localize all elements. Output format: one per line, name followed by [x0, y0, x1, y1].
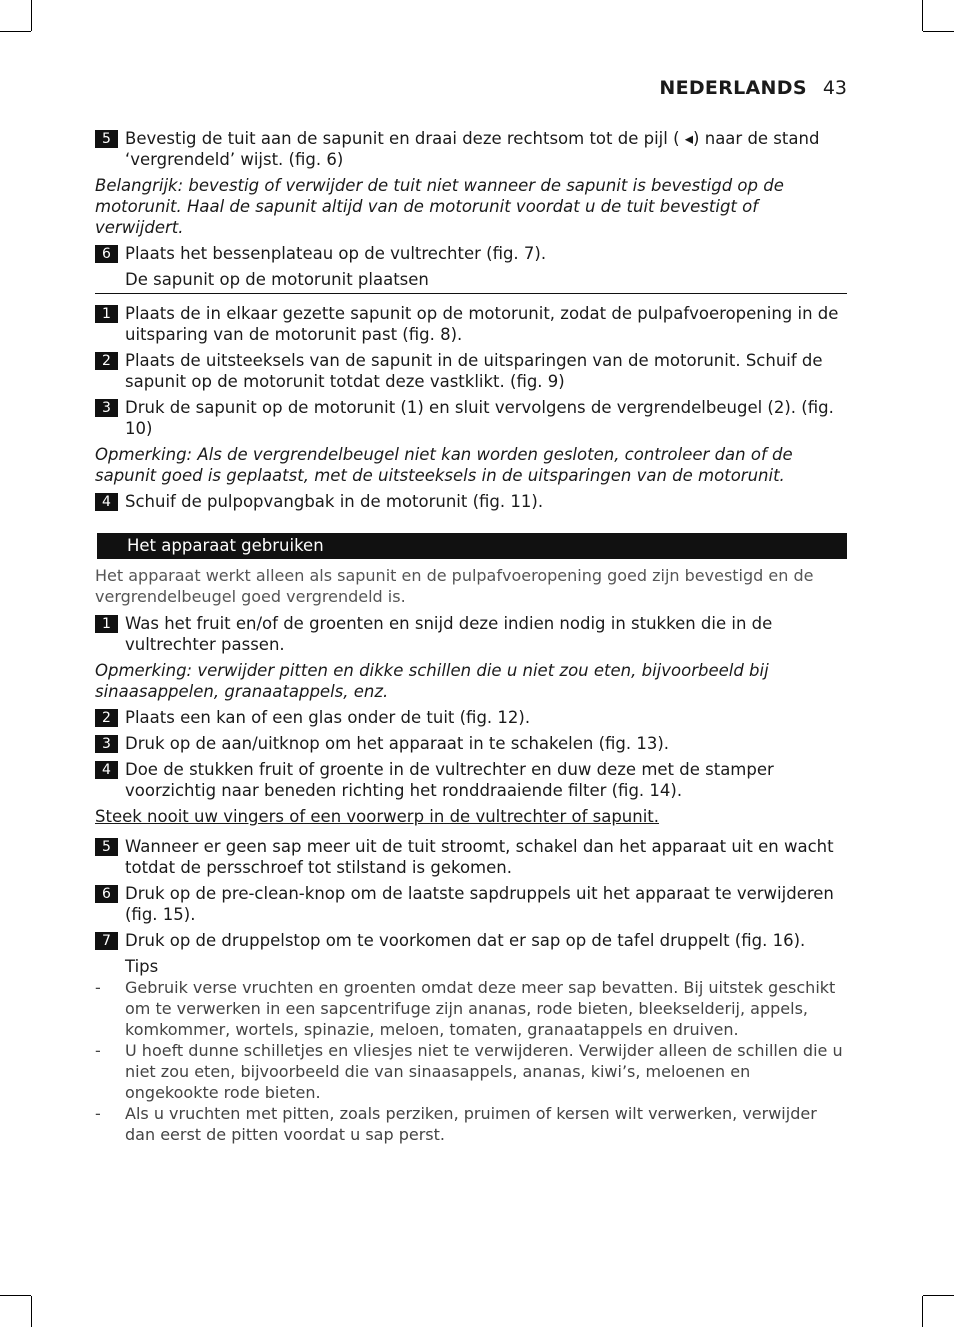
- crop-mark: [31, 0, 32, 31]
- step-item: [95, 707, 847, 728]
- steps-group-f: [95, 707, 847, 801]
- section-intro: Het apparaat werkt alleen als sapunit en de pulpafvoeropening goed zijn bevestigd en de vergrendelbeugel goed vergrendeld is.: [95, 566, 814, 606]
- tip-bullet: -: [95, 978, 101, 997]
- step-number-badge: 2: [95, 352, 118, 370]
- note-remark-2: Opmerking: verwijder pitten en dikke schillen die u niet zou eten, bijvoorbeeld bij sinaasappelen, granaatappels, enz.: [95, 661, 769, 701]
- step-item: [95, 128, 847, 170]
- tip-bullet: -: [95, 1104, 101, 1123]
- step-text: Plaats de in elkaar gezette sapunit op de motorunit, zodat de pulpafvoeropening in de uitsparing van de motorunit past (fig. 8).: [125, 304, 839, 344]
- step-text: Druk de sapunit op de motorunit (1) en sluit vervolgens de vergrendelbeugel (2). (fig. 10): [125, 398, 834, 438]
- step-number-badge: 6: [95, 245, 118, 263]
- step-text: Schuif de pulpopvangbak in de motorunit (fig. 11).: [125, 492, 544, 511]
- step-item: [95, 243, 847, 264]
- crop-mark: [922, 1296, 923, 1327]
- step-number-badge: 6: [95, 885, 118, 903]
- step-item: [95, 491, 847, 512]
- step-number-badge: 7: [95, 932, 118, 950]
- steps-group-a: [95, 128, 847, 170]
- step-text: Druk op de druppelstop om te voorkomen dat er sap op de tafel druppelt (fig. 16).: [125, 931, 806, 950]
- section-title: Het apparaat gebruiken: [97, 533, 847, 559]
- step-text: Wanneer er geen sap meer uit de tuit stroomt, schakel dan het apparaat uit en wacht totdat de persschroef tot stilstand is gekomen.: [125, 837, 834, 877]
- tip-text: Gebruik verse vruchten en groenten omdat deze meer sap bevatten. Bij uitstek geschikt om te verwerken in een sapcentrifuge zijn ananas, rode bieten, bleekselderij, appels, komkommer, wortels, spinazie, meloen, tomaten, granaatappels en druiven.: [125, 978, 836, 1039]
- step-text: Plaats de uitsteeksels van de sapunit in de uitsparingen van de motorunit. Schuif de sapunit op de motorunit totdat deze vastklikt. (fig. 9): [125, 351, 823, 391]
- step-text: Druk op de aan/uitknop om het apparaat in te schakelen (fig. 13).: [125, 734, 670, 753]
- step-text: Plaats het bessenplateau op de vultrechter (fig. 7).: [125, 244, 547, 263]
- step-item: [95, 397, 847, 439]
- tips-list: [95, 977, 847, 1145]
- tip-bullet: -: [95, 1041, 101, 1060]
- step-text: Bevestig de tuit aan de sapunit en draai deze rechtsom tot de pijl ( ◂) naar de stand ‘vergrendeld’ wijst. (fig. 6): [125, 129, 820, 169]
- page-content: [95, 128, 847, 1145]
- step-item: [95, 836, 847, 878]
- step-number-badge: 2: [95, 709, 118, 727]
- step-item: [95, 930, 847, 951]
- step-item: [95, 733, 847, 754]
- note-important: Belangrijk: bevestig of verwijder de tuit niet wanneer de sapunit is bevestigd op de motorunit. Haal de sapunit altijd van de motorunit voordat u de tuit bevestigt of verwijdert.: [95, 176, 784, 237]
- steps-group-b: [95, 243, 847, 264]
- step-text: Doe de stukken fruit of groente in de vultrechter en duw deze met de stamper voorzichtig naar beneden richting het ronddraaiende filter (fig. 14).: [125, 760, 774, 800]
- step-number-badge: 4: [95, 493, 118, 511]
- step-item: [95, 303, 847, 345]
- step-item: [95, 883, 847, 925]
- crop-mark: [0, 1295, 31, 1296]
- step-number-badge: 5: [95, 838, 118, 856]
- crop-mark: [922, 0, 923, 31]
- step-number-badge: 4: [95, 761, 118, 779]
- subheading: De sapunit op de motorunit plaatsen: [95, 269, 847, 294]
- step-number-badge: 1: [95, 305, 118, 323]
- tip-item: [95, 1040, 847, 1103]
- tip-item: [95, 977, 847, 1040]
- step-item: [95, 350, 847, 392]
- tip-item: [95, 1103, 847, 1145]
- page-header: [659, 76, 847, 100]
- step-number-badge: 3: [95, 399, 118, 417]
- page-number: 43: [822, 77, 847, 99]
- tips-heading: Tips: [125, 957, 159, 976]
- steps-group-e: [95, 613, 847, 655]
- tip-text: U hoeft dunne schilletjes en vliesjes niet te verwijderen. Verwijder alleen de schillen die u niet zou eten, bijvoorbeeld die van sinaasappels, ananas, kiwi’s, meloenen en ongekookte rode bieten.: [125, 1041, 843, 1102]
- language-label: NEDERLANDS: [659, 77, 807, 99]
- step-number-badge: 1: [95, 615, 118, 633]
- step-number-badge: 3: [95, 735, 118, 753]
- crop-mark: [31, 1296, 32, 1327]
- step-text: Was het fruit en/of de groenten en snijd deze indien nodig in stukken die in de vultrechter passen.: [125, 614, 773, 654]
- step-text: Druk op de pre-clean-knop om de laatste sapdruppels uit het apparaat te verwijderen (fig. 15).: [125, 884, 834, 924]
- steps-group-g: [95, 836, 847, 951]
- steps-group-c: [95, 303, 847, 439]
- note-remark: Opmerking: Als de vergrendelbeugel niet kan worden gesloten, controleer dan of de sapunit goed is geplaatst, met de uitsteeksels in de uitsparingen van de motorunit.: [95, 445, 793, 485]
- crop-mark: [923, 31, 954, 32]
- step-text: Plaats een kan of een glas onder de tuit (fig. 12).: [125, 708, 531, 727]
- step-item: [95, 759, 847, 801]
- step-item: [95, 613, 847, 655]
- crop-mark: [0, 31, 31, 32]
- steps-group-d: [95, 491, 847, 512]
- step-number-badge: 5: [95, 130, 118, 148]
- tip-text: Als u vruchten met pitten, zoals perziken, pruimen of kersen wilt verwerken, verwijder dan eerst de pitten voordat u sap perst.: [125, 1104, 817, 1144]
- crop-mark: [923, 1295, 954, 1296]
- warning-text: Steek nooit uw vingers of een voorwerp in de vultrechter of sapunit.: [95, 807, 660, 826]
